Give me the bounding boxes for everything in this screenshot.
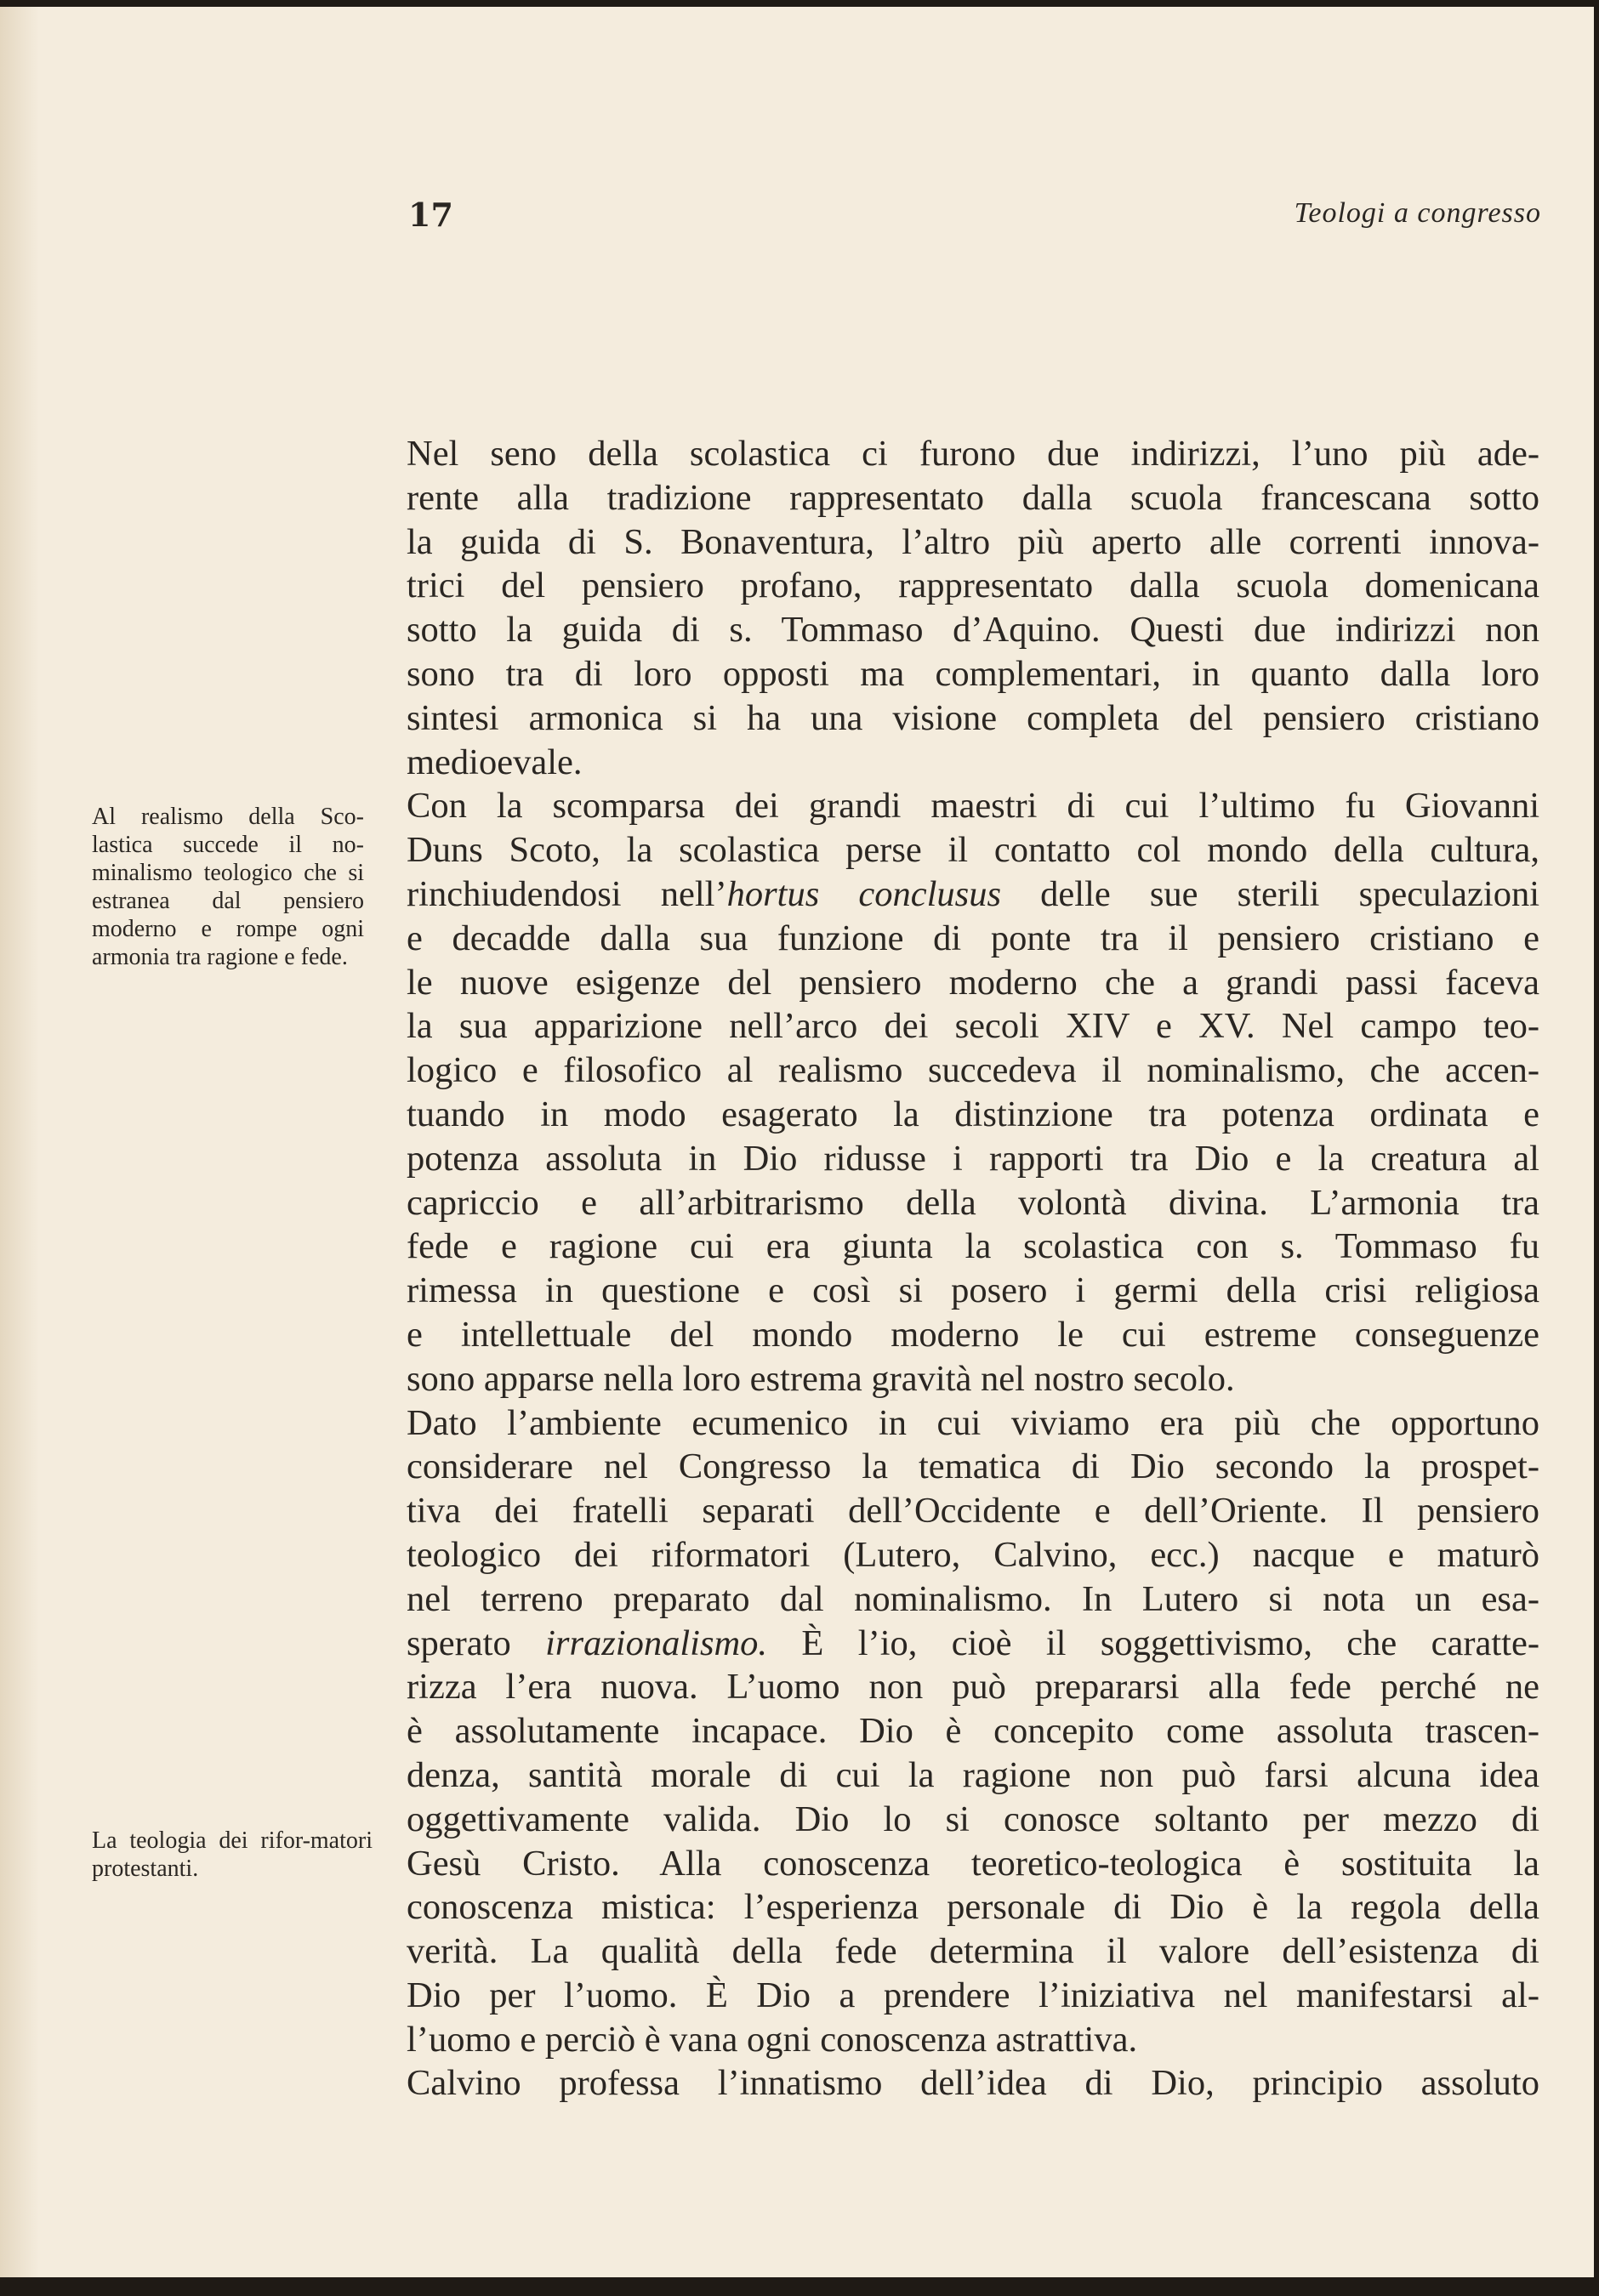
paragraph-calvin <box>407 2061 1539 2106</box>
text-line: rimessa in questione e così si posero i germi della crisi religiosa <box>407 1270 1539 1311</box>
text-run: delle sue sterili speculazioni <box>1001 873 1540 914</box>
text-line: tiva dei fratelli separati dell’Occidente e dell’Oriente. Il pensiero <box>407 1491 1539 1532</box>
text-line: e decadde dalla sua funzione di ponte tra il pensiero cristiano e <box>407 918 1539 958</box>
text-line: oggettivamente valida. Dio lo si conosce soltanto per mezzo di <box>407 1799 1539 1839</box>
text-line: considerare nel Congresso la tematica di Dio secondo la prospet- <box>407 1446 1539 1487</box>
paragraph-scholastic-schools <box>407 432 1539 784</box>
text-line: Gesù Cristo. Alla conoscenza teoretico-teologica è sostituita la <box>407 1843 1539 1884</box>
text-line: sotto la guida di s. Tommaso d’Aquino. Questi due indirizzi non <box>407 610 1539 651</box>
text-line: sono apparse nella loro estrema gravità nel nostro secolo. <box>407 1358 1235 1399</box>
text-line: teologico dei riformatori (Lutero, Calvino, ecc.) nacque e maturò <box>407 1534 1539 1575</box>
text-run: rinchiudendosi nell’ <box>407 873 727 914</box>
text-line: denza, santità morale di cui la ragione non può farsi alcuna idea <box>407 1754 1539 1795</box>
text-line: rente alla tradizione rappresentato dalla scuola francescana sotto <box>407 477 1539 518</box>
text-run: sperato <box>407 1623 546 1663</box>
text-line: e intellettuale del mondo moderno le cui estreme conseguenze <box>407 1314 1539 1355</box>
text-line: l’uomo e perciò è vana ogni conoscenza astrattiva. <box>407 2019 1138 2060</box>
text-line: logico e filosofico al realismo succedeva il nominalismo, che accen- <box>407 1050 1539 1091</box>
italic-term: hortus conclusus <box>726 873 1002 914</box>
scan-border-top <box>0 0 1599 7</box>
text-run: È l’io, cioè il soggettivismo, che caratte- <box>767 1623 1540 1663</box>
text-line: rizza l’era nuova. L’uomo non può prepararsi alla fede perché ne <box>407 1667 1539 1708</box>
text-line: Dato l’ambiente ecumenico in cui viviamo era più che opportuno <box>407 1402 1539 1443</box>
text-line: Calvino professa l’innatismo dell’idea di Dio, principio assoluto <box>407 2063 1539 2104</box>
text-line: verità. La qualità della fede determina il valore dell’esistenza di <box>407 1931 1539 1972</box>
margin-note-nominalism: Al realismo della Sco-lastica succede il no-minalismo teologico che si estranea dal pensiero moderno e rompe ogni armonia tra ragione e fede. <box>92 804 364 970</box>
page-number: 17 <box>408 196 453 234</box>
text-line: sintesi armonica si ha una visione completa del pensiero cristiano <box>407 697 1539 738</box>
running-title: Teologi a congresso <box>1294 197 1541 229</box>
text-line: la guida di S. Bonaventura, l’altro più aperto alle correnti innova- <box>407 521 1539 562</box>
page-gutter-shadow <box>0 0 39 2296</box>
text-line: nel terreno preparato dal nominalismo. In Lutero si nota un esa- <box>407 1578 1539 1619</box>
margin-note-reformers: La teologia dei rifor-matori protestanti. <box>92 1827 373 1882</box>
text-line: tuando in modo esagerato la distinzione tra potenza ordinata e <box>407 1094 1539 1134</box>
scan-border-right <box>1594 0 1599 2296</box>
text-line: sono tra di loro opposti ma complementari, in quanto dalla loro <box>407 653 1539 694</box>
paragraph-reformers <box>407 1401 1539 2062</box>
text-line: trici del pensiero profano, rappresentato dalla scuola domenicana <box>407 565 1539 606</box>
text-line: conoscenza mistica: l’esperienza personale di Dio è la regola della <box>407 1887 1539 1928</box>
paragraph-nominalism <box>407 784 1539 1401</box>
text-line: fede e ragione cui era giunta la scolastica con s. Tommaso fu <box>407 1226 1539 1267</box>
scan-border-bottom <box>0 2277 1599 2296</box>
text-line: Dio per l’uomo. È Dio a prendere l’iniziativa nel manifestarsi al- <box>407 1975 1539 2015</box>
text-line: Nel seno della scolastica ci furono due indirizzi, l’uno più ade- <box>407 434 1539 474</box>
text-line: Duns Scoto, la scolastica perse il contatto col mondo della cultura, <box>407 830 1539 871</box>
text-line: la sua apparizione nell’arco dei secoli XIV e XV. Nel campo teo- <box>407 1006 1539 1047</box>
main-text-column <box>407 432 1539 2106</box>
text-line: è assolutamente incapace. Dio è concepito come assoluta trascen- <box>407 1711 1539 1752</box>
text-line: potenza assoluta in Dio ridusse i rapporti tra Dio e la creatura al <box>407 1138 1539 1179</box>
text-line: le nuove esigenze del pensiero moderno che a grandi passi faceva <box>407 962 1539 1003</box>
italic-term: irrazionalismo. <box>545 1623 768 1663</box>
text-line: Con la scomparsa dei grandi maestri di cui l’ultimo fu Giovanni <box>407 786 1539 827</box>
text-line: capriccio e all’arbitrarismo della volontà divina. L’armonia tra <box>407 1182 1539 1223</box>
text-line: medioevale. <box>407 742 583 782</box>
text-line <box>407 1622 1539 1666</box>
text-line <box>407 872 1539 917</box>
